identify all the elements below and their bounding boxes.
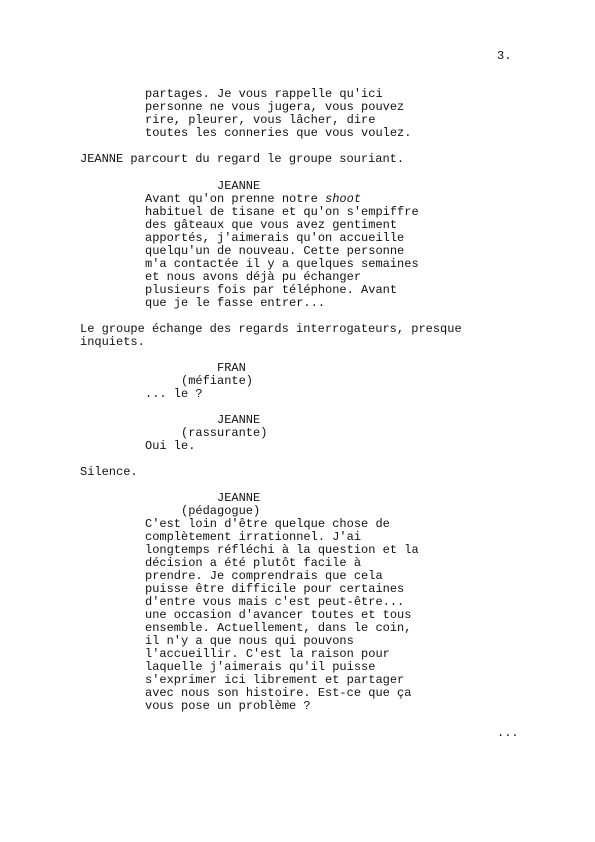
dialogue-line: ... le ?: [145, 387, 203, 401]
dialogue-line: C'est loin d'être quelque chose de: [145, 517, 390, 531]
action-line: Silence.: [80, 465, 138, 479]
dialogue-line: s'exprimer ici librement et partager: [145, 673, 405, 687]
dialogue-line: décision a été plutôt facile à: [145, 556, 362, 570]
dialogue-line: complètement irrationnel. J'ai: [145, 530, 362, 544]
dialogue-line: partages. Je vous rappelle qu'ici: [145, 87, 383, 101]
parenthetical: (méfiante): [181, 374, 254, 388]
dialogue-line: rire, pleurer, vous lâcher, dire: [145, 113, 376, 127]
dialogue-line: plusieurs fois par téléphone. Avant: [145, 283, 398, 297]
dialogue-line: personne ne vous jugera, vous pouvez: [145, 100, 405, 114]
character-cue: FRAN: [217, 361, 246, 375]
dialogue-line: quelqu'un de nouveau. Cette personne: [145, 244, 405, 258]
dialogue-line: puisse être difficile pour certaines: [145, 582, 405, 596]
dialogue-line: il n'y a que nous qui pouvons: [145, 634, 354, 648]
dialogue-line: prendre. Je comprendrais que cela: [145, 569, 383, 583]
action-line: inquiets.: [80, 335, 145, 349]
dialogue-line: d'entre vous mais c'est peut-être...: [145, 595, 405, 609]
dialogue-line: longtemps réfléchi à la question et la: [145, 543, 419, 557]
parenthetical: (rassurante): [181, 426, 268, 440]
character-cue: JEANNE: [217, 491, 261, 505]
dialogue-text: Avant qu'on prenne notre: [145, 192, 326, 206]
dialogue-line: laquelle j'aimerais qu'il puisse: [145, 660, 376, 674]
dialogue-line: une occasion d'avancer toutes et tous: [145, 608, 412, 622]
dialogue-line: toutes les conneries que vous voulez.: [145, 126, 412, 140]
parenthetical: (pédagogue): [181, 504, 261, 518]
action-line: Le groupe échange des regards interrogateurs, presque: [80, 322, 462, 336]
page-number: 3.: [497, 49, 512, 63]
dialogue-line: apportés, j'aimerais qu'on accueille: [145, 231, 405, 245]
continued-marker: ...: [497, 726, 519, 740]
dialogue-line: ensemble. Actuellement, dans le coin,: [145, 621, 412, 635]
dialogue-line: m'a contactée il y a quelques semaines: [145, 257, 419, 271]
dialogue-line: Oui le.: [145, 439, 196, 453]
character-cue: JEANNE: [217, 179, 261, 193]
character-cue: JEANNE: [217, 413, 261, 427]
dialogue-line: avec nous son histoire. Est-ce que ça: [145, 686, 412, 700]
dialogue-line: vous pose un problème ?: [145, 699, 311, 713]
dialogue-line: et nous avons déjà pu échanger: [145, 270, 362, 284]
dialogue-line: que je le fasse entrer...: [145, 296, 326, 310]
italic-word: shoot: [325, 192, 362, 206]
action-line: JEANNE parcourt du regard le groupe souriant.: [80, 152, 405, 166]
dialogue-line: des gâteaux que vous avez gentiment: [145, 218, 398, 232]
dialogue-line: l'accueillir. C'est la raison pour: [145, 647, 390, 661]
dialogue-line: habituel de tisane et qu'on s'empiffre: [145, 205, 419, 219]
